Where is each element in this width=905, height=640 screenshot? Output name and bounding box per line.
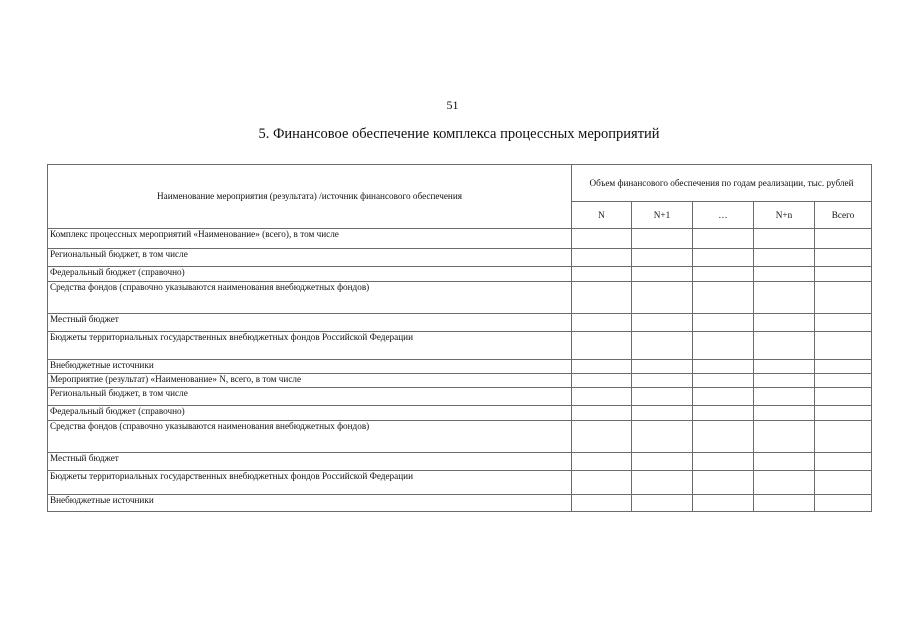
value-cell (693, 495, 754, 512)
value-cell (815, 406, 872, 421)
value-cell (572, 282, 632, 314)
value-cell (693, 267, 754, 282)
value-cell (754, 495, 815, 512)
value-cell (632, 314, 693, 332)
value-cell (632, 388, 693, 406)
value-cell (754, 332, 815, 360)
value-cell (632, 249, 693, 267)
row-label: Местный бюджет (48, 453, 572, 471)
section-title: 5. Финансовое обеспечение комплекса процессных мероприятий (258, 126, 660, 142)
financing-table (47, 164, 872, 512)
value-cell (815, 249, 872, 267)
row-label: Федеральный бюджет (справочно) (48, 267, 572, 282)
value-cell (815, 421, 872, 453)
row-label: Бюджеты территориальных государственных внебюджетных фондов Российской Федерации (48, 332, 572, 360)
value-cell (754, 282, 815, 314)
value-cell (815, 282, 872, 314)
value-cell (815, 374, 872, 388)
value-cell (754, 388, 815, 406)
table-row (48, 421, 872, 453)
value-cell (815, 360, 872, 374)
value-cell (754, 249, 815, 267)
value-cell (693, 314, 754, 332)
header-year-ellipsis: … (693, 202, 754, 229)
value-cell (815, 332, 872, 360)
value-cell (572, 249, 632, 267)
header-funding-group: Объем финансового обеспечения по годам реализации, тыс. рублей (572, 165, 872, 202)
value-cell (754, 267, 815, 282)
row-label: Внебюджетные источники (48, 495, 572, 512)
value-cell (632, 229, 693, 249)
value-cell (754, 421, 815, 453)
value-cell (632, 471, 693, 495)
value-cell (572, 421, 632, 453)
value-cell (693, 332, 754, 360)
table-row (48, 249, 872, 267)
value-cell (572, 495, 632, 512)
value-cell (754, 453, 815, 471)
value-cell (632, 360, 693, 374)
value-cell (754, 374, 815, 388)
row-label: Местный бюджет (48, 314, 572, 332)
header-year-n: N (572, 202, 632, 229)
header-name-column: Наименование мероприятия (результата) /источник финансового обеспечения (48, 165, 572, 229)
value-cell (572, 229, 632, 249)
value-cell (815, 267, 872, 282)
table-row (48, 332, 872, 360)
value-cell (572, 360, 632, 374)
value-cell (693, 421, 754, 453)
value-cell (693, 471, 754, 495)
value-cell (815, 495, 872, 512)
value-cell (572, 471, 632, 495)
table-row (48, 495, 872, 512)
row-label: Бюджеты территориальных государственных внебюджетных фондов Российской Федерации (48, 471, 572, 495)
table-row (48, 267, 872, 282)
row-label: Региональный бюджет, в том числе (48, 388, 572, 406)
row-label: Средства фондов (справочно указываются наименования внебюджетных фондов) (48, 421, 572, 453)
value-cell (572, 314, 632, 332)
value-cell (572, 406, 632, 421)
value-cell (572, 453, 632, 471)
value-cell (632, 495, 693, 512)
value-cell (815, 314, 872, 332)
table-row (48, 388, 872, 406)
table-row (48, 406, 872, 421)
page-number: 51 (446, 98, 459, 112)
value-cell (632, 282, 693, 314)
value-cell (815, 453, 872, 471)
row-label: Региональный бюджет, в том числе (48, 249, 572, 267)
value-cell (754, 314, 815, 332)
value-cell (572, 332, 632, 360)
value-cell (693, 282, 754, 314)
value-cell (693, 406, 754, 421)
value-cell (572, 374, 632, 388)
table-body (48, 229, 872, 512)
table-row (48, 374, 872, 388)
value-cell (693, 249, 754, 267)
row-label: Комплекс процессных мероприятий «Наименование» (всего), в том числе (48, 229, 572, 249)
header-total: Всего (815, 202, 872, 229)
header-year-n-plus-n: N+n (754, 202, 815, 229)
value-cell (693, 360, 754, 374)
value-cell (815, 388, 872, 406)
value-cell (632, 267, 693, 282)
table-row (48, 229, 872, 249)
value-cell (754, 360, 815, 374)
row-label: Внебюджетные источники (48, 360, 572, 374)
row-label: Мероприятие (результат) «Наименование» N, всего, в том числе (48, 374, 572, 388)
header-year-n-plus-1: N+1 (632, 202, 693, 229)
value-cell (693, 388, 754, 406)
value-cell (693, 374, 754, 388)
row-label: Средства фондов (справочно указываются наименования внебюджетных фондов) (48, 282, 572, 314)
value-cell (693, 229, 754, 249)
table-row (48, 453, 872, 471)
value-cell (754, 471, 815, 495)
value-cell (572, 267, 632, 282)
value-cell (572, 388, 632, 406)
value-cell (632, 421, 693, 453)
value-cell (754, 229, 815, 249)
value-cell (815, 471, 872, 495)
value-cell (632, 406, 693, 421)
table-row (48, 314, 872, 332)
row-label: Федеральный бюджет (справочно) (48, 406, 572, 421)
value-cell (632, 332, 693, 360)
table-row (48, 471, 872, 495)
value-cell (693, 453, 754, 471)
value-cell (632, 374, 693, 388)
table-row (48, 282, 872, 314)
value-cell (754, 406, 815, 421)
value-cell (815, 229, 872, 249)
value-cell (632, 453, 693, 471)
table-row (48, 360, 872, 374)
